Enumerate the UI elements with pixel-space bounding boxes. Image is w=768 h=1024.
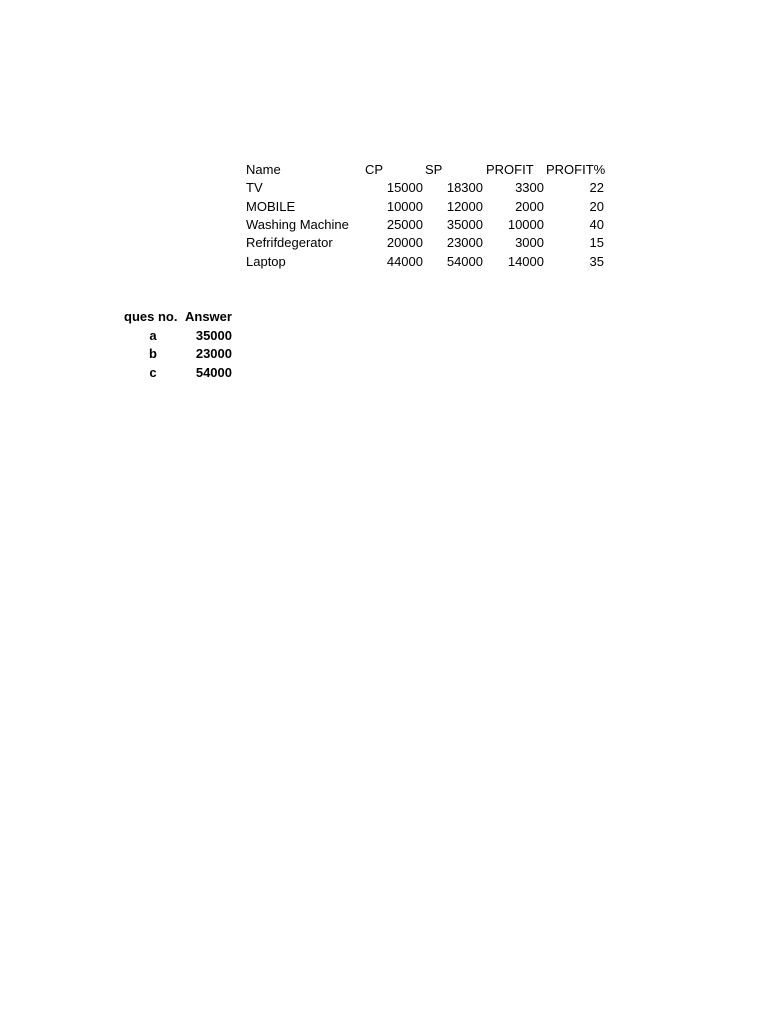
table-row-name: Refrifdegerator bbox=[246, 235, 333, 250]
header-ques-no: ques no. bbox=[124, 309, 178, 324]
header-cp: CP bbox=[365, 162, 384, 177]
table-row-name: TV bbox=[246, 180, 263, 195]
table-row-profit-percent: 20 bbox=[589, 199, 604, 214]
answer-question-label: a bbox=[149, 328, 157, 343]
table-row-sp: 54000 bbox=[446, 254, 483, 269]
header-profit-percent: PROFIT% bbox=[546, 162, 606, 177]
table-row-sp: 23000 bbox=[446, 235, 483, 250]
table-row-cp: 25000 bbox=[386, 217, 423, 232]
table-row-sp: 18300 bbox=[446, 180, 483, 195]
table-row-profit: 2000 bbox=[515, 199, 544, 214]
table-row-profit-percent: 35 bbox=[589, 254, 604, 269]
table-row-profit-percent: 40 bbox=[589, 217, 604, 232]
table-row-profit: 3300 bbox=[515, 180, 544, 195]
answer-question-label: c bbox=[149, 365, 157, 380]
table-row-cp: 44000 bbox=[386, 254, 423, 269]
header-answer: Answer bbox=[185, 309, 232, 324]
table-row-cp: 10000 bbox=[386, 199, 423, 214]
table-row-profit: 10000 bbox=[507, 217, 544, 232]
table-row-cp: 20000 bbox=[386, 235, 423, 250]
table-row-sp: 35000 bbox=[446, 217, 483, 232]
answer-question-label: b bbox=[149, 346, 157, 361]
answer-value: 54000 bbox=[195, 365, 232, 380]
header-profit: PROFIT bbox=[486, 162, 534, 177]
header-sp: SP bbox=[425, 162, 443, 177]
table-row-name: Washing Machine bbox=[246, 217, 349, 232]
table-row-profit: 3000 bbox=[515, 235, 544, 250]
table-row-profit-percent: 22 bbox=[589, 180, 604, 195]
table-row-profit: 14000 bbox=[507, 254, 544, 269]
table-row-profit-percent: 15 bbox=[589, 235, 604, 250]
answer-value: 35000 bbox=[195, 328, 232, 343]
header-name: Name bbox=[246, 162, 281, 177]
table-row-sp: 12000 bbox=[446, 199, 483, 214]
table-row-name: MOBILE bbox=[246, 199, 296, 214]
answer-value: 23000 bbox=[195, 346, 232, 361]
table-row-cp: 15000 bbox=[386, 180, 423, 195]
table-row-name: Laptop bbox=[246, 254, 286, 269]
